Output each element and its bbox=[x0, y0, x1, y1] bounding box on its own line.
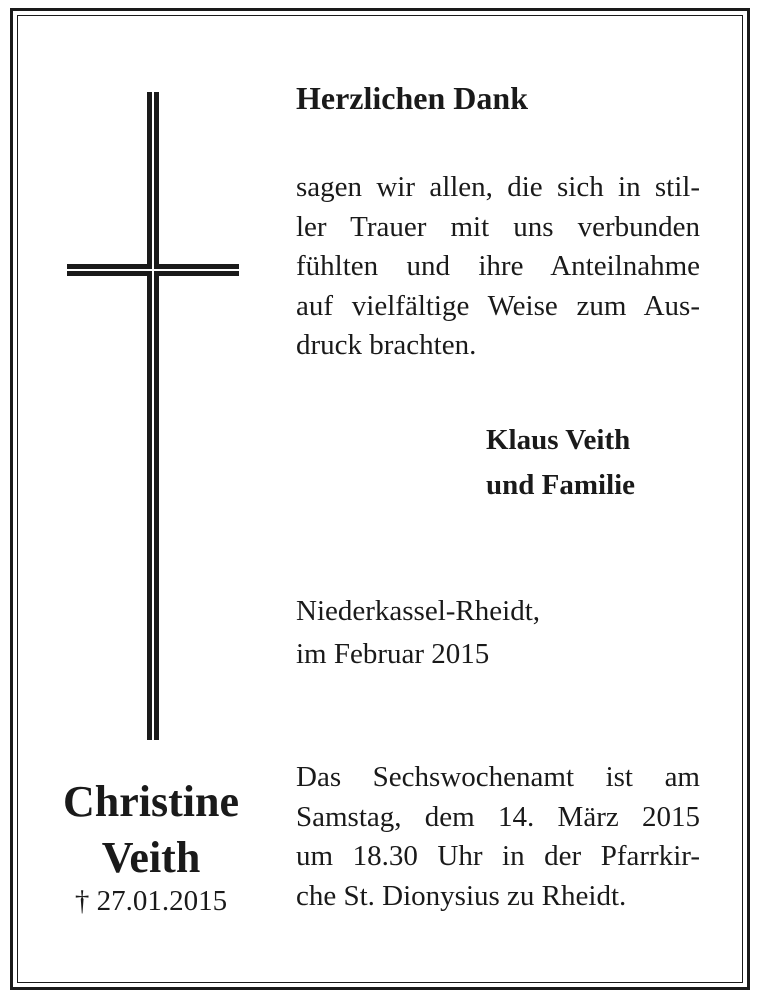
service-line: um 18.30 Uhr in der Pfarrkir- bbox=[296, 840, 700, 872]
thanks-line: sagen wir allen, die sich in stil- bbox=[296, 171, 700, 203]
thanks-line: fühlten und ihre Anteilnahme bbox=[296, 250, 700, 282]
death-date: † 27.01.2015 bbox=[74, 885, 228, 917]
service-line: Das Sechswochenamt ist am bbox=[296, 761, 700, 793]
thanks-line: druck brachten. bbox=[296, 329, 477, 361]
signature bbox=[486, 418, 635, 508]
signature-line: und Familie bbox=[486, 469, 636, 501]
place-line: Niederkassel-Rheidt, bbox=[296, 595, 541, 627]
service-line: che St. Dionysius zu Rheidt. bbox=[296, 879, 627, 912]
service-line: Samstag, dem 14. März 2015 bbox=[296, 800, 700, 833]
signature-line: Klaus Veith bbox=[486, 424, 631, 456]
cross-vertical-beam bbox=[147, 92, 159, 740]
thanks-paragraph bbox=[296, 168, 700, 366]
deceased-last-name: Veith bbox=[101, 833, 201, 882]
date-line: im Februar 2015 bbox=[296, 638, 490, 670]
heading: Herzlichen Dank bbox=[296, 80, 528, 116]
deceased-first-name: Christine bbox=[63, 777, 239, 826]
thanks-line: auf vielfältige Weise zum Aus- bbox=[296, 289, 700, 322]
thanks-line: ler Trauer mit uns verbunden bbox=[296, 210, 700, 243]
place-date bbox=[296, 590, 540, 676]
service-paragraph bbox=[296, 758, 700, 916]
cross-intersection bbox=[147, 264, 159, 276]
